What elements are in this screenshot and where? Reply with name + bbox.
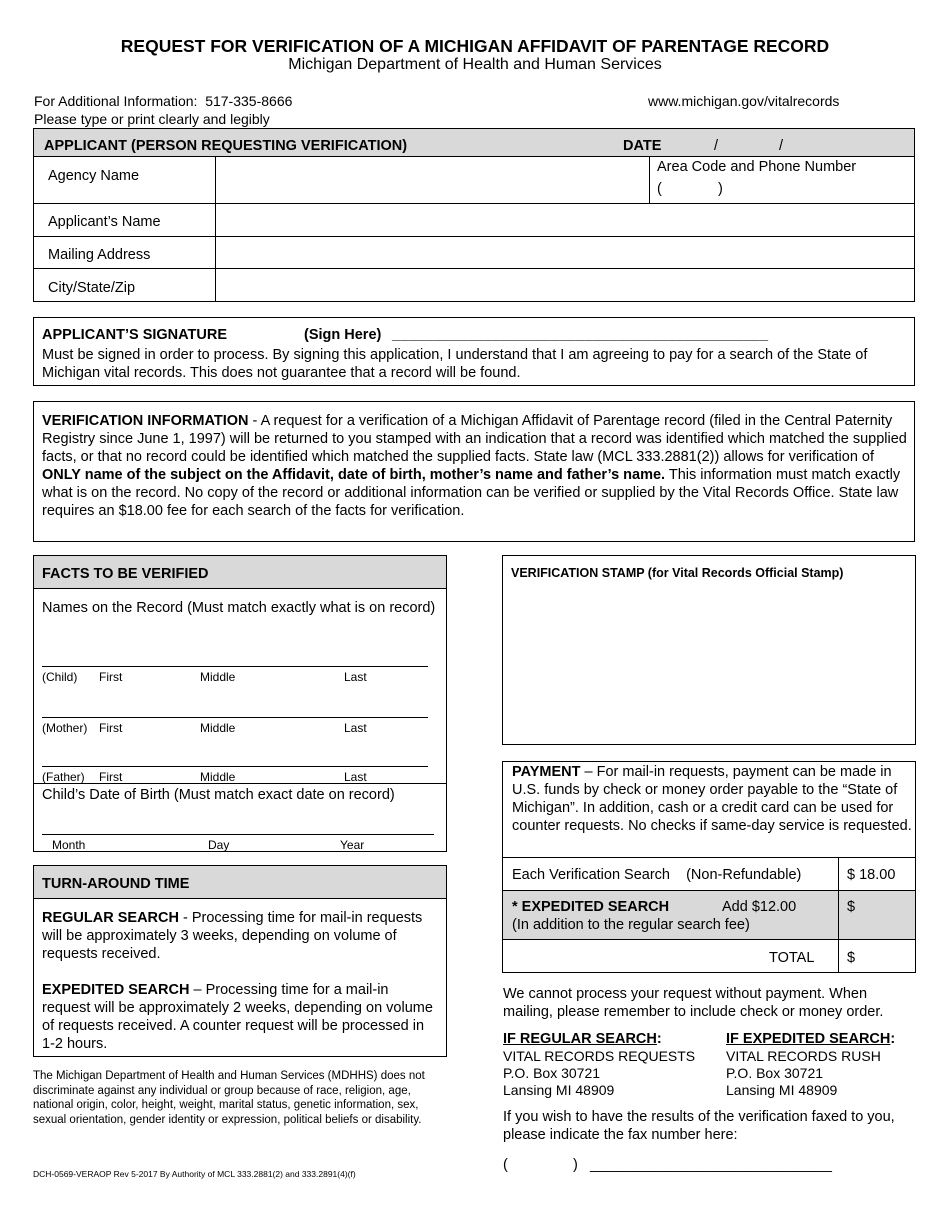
regular-search-address-title-text: IF REGULAR SEARCH xyxy=(503,1031,657,1047)
child-label: (Child) xyxy=(42,670,78,684)
facts-title: FACTS TO BE VERIFIED xyxy=(42,566,209,582)
expedited-add-amount: Add $12.00 xyxy=(722,899,797,915)
phone-open-paren: ( xyxy=(657,181,662,197)
father-name-line[interactable] xyxy=(42,766,428,767)
date-month-input[interactable] xyxy=(670,139,710,155)
mother-middle-label: Middle xyxy=(200,721,236,735)
regular-search-address-title xyxy=(503,1031,662,1047)
expedited-search-address xyxy=(726,1048,881,1099)
regular-search-heading: REGULAR SEARCH xyxy=(42,910,179,926)
applicant-name-label: Applicant’s Name xyxy=(48,214,161,230)
child-last-label: Last xyxy=(344,670,367,684)
expedited-search-body: – Processing time for a mail-in request will be approximately 2 weeks, depending on volume of requests received. A counter request will be processed in 1-2 hours. xyxy=(42,982,433,1052)
father-label: (Father) xyxy=(42,770,85,784)
mailing-address-label: Mailing Address xyxy=(48,247,151,263)
dob-month-label: Month xyxy=(52,838,86,852)
verification-stamp-title: VERIFICATION STAMP (for Vital Records Official Stamp) xyxy=(511,566,844,580)
mother-last-label: Last xyxy=(344,721,367,735)
fax-open-paren: ( xyxy=(503,1157,508,1173)
form-subtitle: Michigan Department of Health and Human Services xyxy=(288,56,662,73)
payment-body: – For mail-in requests, payment can be made in U.S. funds by check or money order payable to the “State of Michigan”. In addition, cash or a credit card can be used for counter requests. No checks if same-day service is requested. xyxy=(512,764,912,834)
info-label-text: For Additional Information: xyxy=(34,93,198,109)
agency-name-label: Agency Name xyxy=(48,168,140,184)
date-label: DATE xyxy=(623,138,662,154)
form-title: REQUEST FOR VERIFICATION OF A MICHIGAN AFFIDAVIT OF PARENTAGE RECORD xyxy=(120,36,830,56)
form-id: DCH-0569-VERAOP Rev 5-2017 By Authority of MCL 333.2881(2) and 333.2891(4)(f) xyxy=(33,1169,356,1179)
verification-stamp-section xyxy=(502,555,916,745)
info-label xyxy=(34,93,292,109)
nondiscrimination-statement: The Michigan Department of Health and Human Services (MDHHS) does not discriminate against any individual or group because of race, religion, age, national origin, color, height, weight, marital status, genetic information, sex, sexual orientation, gender identity or expression, political beliefs or disability. xyxy=(33,1070,425,1126)
payment-reminder: We cannot process your request without payment. When mailing, please remember to include check or money order. xyxy=(503,986,884,1020)
mailing-address-input[interactable] xyxy=(216,237,914,267)
each-search-amount: $ 18.00 xyxy=(847,867,896,883)
date-year-input[interactable] xyxy=(790,139,890,155)
expedited-note: (In addition to the regular search fee) xyxy=(512,917,750,933)
dob-year-label: Year xyxy=(340,838,365,852)
verification-info-text xyxy=(42,412,907,520)
mother-label: (Mother) xyxy=(42,721,88,735)
expedited-address-line-3: Lansing MI 48909 xyxy=(726,1082,838,1098)
names-on-record-label: Names on the Record (Must match exactly what is on record) xyxy=(42,600,436,616)
fax-instruction: If you wish to have the results of the verification faxed to you, please indicate the fax number here: xyxy=(503,1109,895,1143)
dob-line[interactable] xyxy=(42,834,434,835)
city-state-zip-label: City/State/Zip xyxy=(48,280,136,296)
expedited-address-line-1: VITAL RECORDS RUSH xyxy=(726,1048,881,1064)
turnaround-title: TURN-AROUND TIME xyxy=(42,876,190,892)
sign-here-label: (Sign Here) xyxy=(304,327,382,343)
phone-label: Area Code and Phone Number xyxy=(657,159,857,175)
agency-name-input[interactable] xyxy=(216,157,648,202)
date-sep-2: / xyxy=(779,138,784,154)
info-phone: 517-335-8666 xyxy=(205,93,293,109)
date-day-input[interactable] xyxy=(722,139,774,155)
fax-close-paren: ) xyxy=(573,1157,578,1173)
fax-number-line[interactable]: ______________________________ xyxy=(590,1157,832,1173)
child-name-line[interactable] xyxy=(42,666,428,667)
payment-heading: PAYMENT xyxy=(512,764,581,780)
regular-search-address xyxy=(503,1048,695,1099)
dob-label: Child’s Date of Birth (Must match exact date on record) xyxy=(42,787,395,803)
city-state-zip-input[interactable] xyxy=(216,269,914,301)
expedited-address-line-2: P.O. Box 30721 xyxy=(726,1065,824,1081)
applicant-name-input[interactable] xyxy=(216,204,914,235)
expedited-search-address-title-text: IF EXPEDITED SEARCH xyxy=(726,1031,891,1047)
regular-address-line-3: Lansing MI 48909 xyxy=(503,1082,615,1098)
applicant-section-title: APPLICANT (PERSON REQUESTING VERIFICATION) xyxy=(44,138,408,154)
mother-first-label: First xyxy=(99,721,123,735)
expedited-search-address-colon: : xyxy=(890,1031,896,1047)
regular-search-address-colon: : xyxy=(656,1031,662,1047)
signature-label: APPLICANT’S SIGNATURE xyxy=(42,327,228,343)
signature-text: Must be signed in order to process. By signing this application, I understand that I am agreeing to pay for a search of the State of Michigan vital records. This does not guarantee that a record will be found. xyxy=(42,347,868,381)
date-sep-1: / xyxy=(714,138,719,154)
verification-info-bold: ONLY name of the subject on the Affidavit, date of birth, mother’s name and father’s name. xyxy=(42,467,666,483)
expedited-amount: $ xyxy=(847,899,856,915)
child-middle-label: Middle xyxy=(200,670,236,684)
verification-info-text-1: - A request for a verification of a Michigan Affidavit of Parentage record (filed in the Central Paternity Registry since June 1, 1997) will be returned to you stamped with an indication that a record was identified which matched the supplied facts, or that no record could be identified which matched the supplied facts. State law (MCL 333.2881(2)) allows for verification of xyxy=(42,413,907,465)
father-last-label: Last xyxy=(344,770,367,784)
regular-address-line-2: P.O. Box 30721 xyxy=(503,1065,601,1081)
child-first-label: First xyxy=(99,670,123,684)
instruction-text: Please type or print clearly and legibly xyxy=(34,111,270,127)
phone-input[interactable] xyxy=(665,181,905,199)
total-amount: $ xyxy=(847,950,856,966)
signature-line[interactable]: _____________________________________________ xyxy=(392,327,769,343)
regular-search-text xyxy=(42,909,438,963)
expedited-search-address-title xyxy=(726,1031,895,1047)
father-middle-label: Middle xyxy=(200,770,236,784)
expedited-amount-input[interactable] xyxy=(860,893,912,913)
father-first-label: First xyxy=(99,770,123,784)
expedited-label: * EXPEDITED SEARCH xyxy=(512,899,670,915)
expedited-search-heading: EXPEDITED SEARCH xyxy=(42,982,190,998)
expedited-search-text xyxy=(42,981,438,1053)
payment-text xyxy=(512,763,912,835)
phone-close-paren: ) xyxy=(718,181,723,197)
website: www.michigan.gov/vitalrecords xyxy=(648,93,840,109)
total-amount-input[interactable] xyxy=(860,944,912,968)
mother-name-line[interactable] xyxy=(42,717,428,718)
regular-search-body: - Processing time for mail-in requests will be approximately 3 weeks, depending on volume of requests received. xyxy=(42,910,423,962)
total-label: TOTAL xyxy=(769,950,815,966)
verification-info-heading: VERIFICATION INFORMATION xyxy=(42,413,249,429)
dob-day-label: Day xyxy=(208,838,230,852)
regular-address-line-1: VITAL RECORDS REQUESTS xyxy=(503,1048,696,1064)
each-search-label: Each Verification Search (Non-Refundable) xyxy=(512,867,802,883)
verification-info-text-2: This information must match exactly what is on the record. No copy of the record or additional information can be verified or supplied by the Vital Records Office. State law requires an $18.00 fee for each search of the facts for verification. xyxy=(42,467,901,519)
